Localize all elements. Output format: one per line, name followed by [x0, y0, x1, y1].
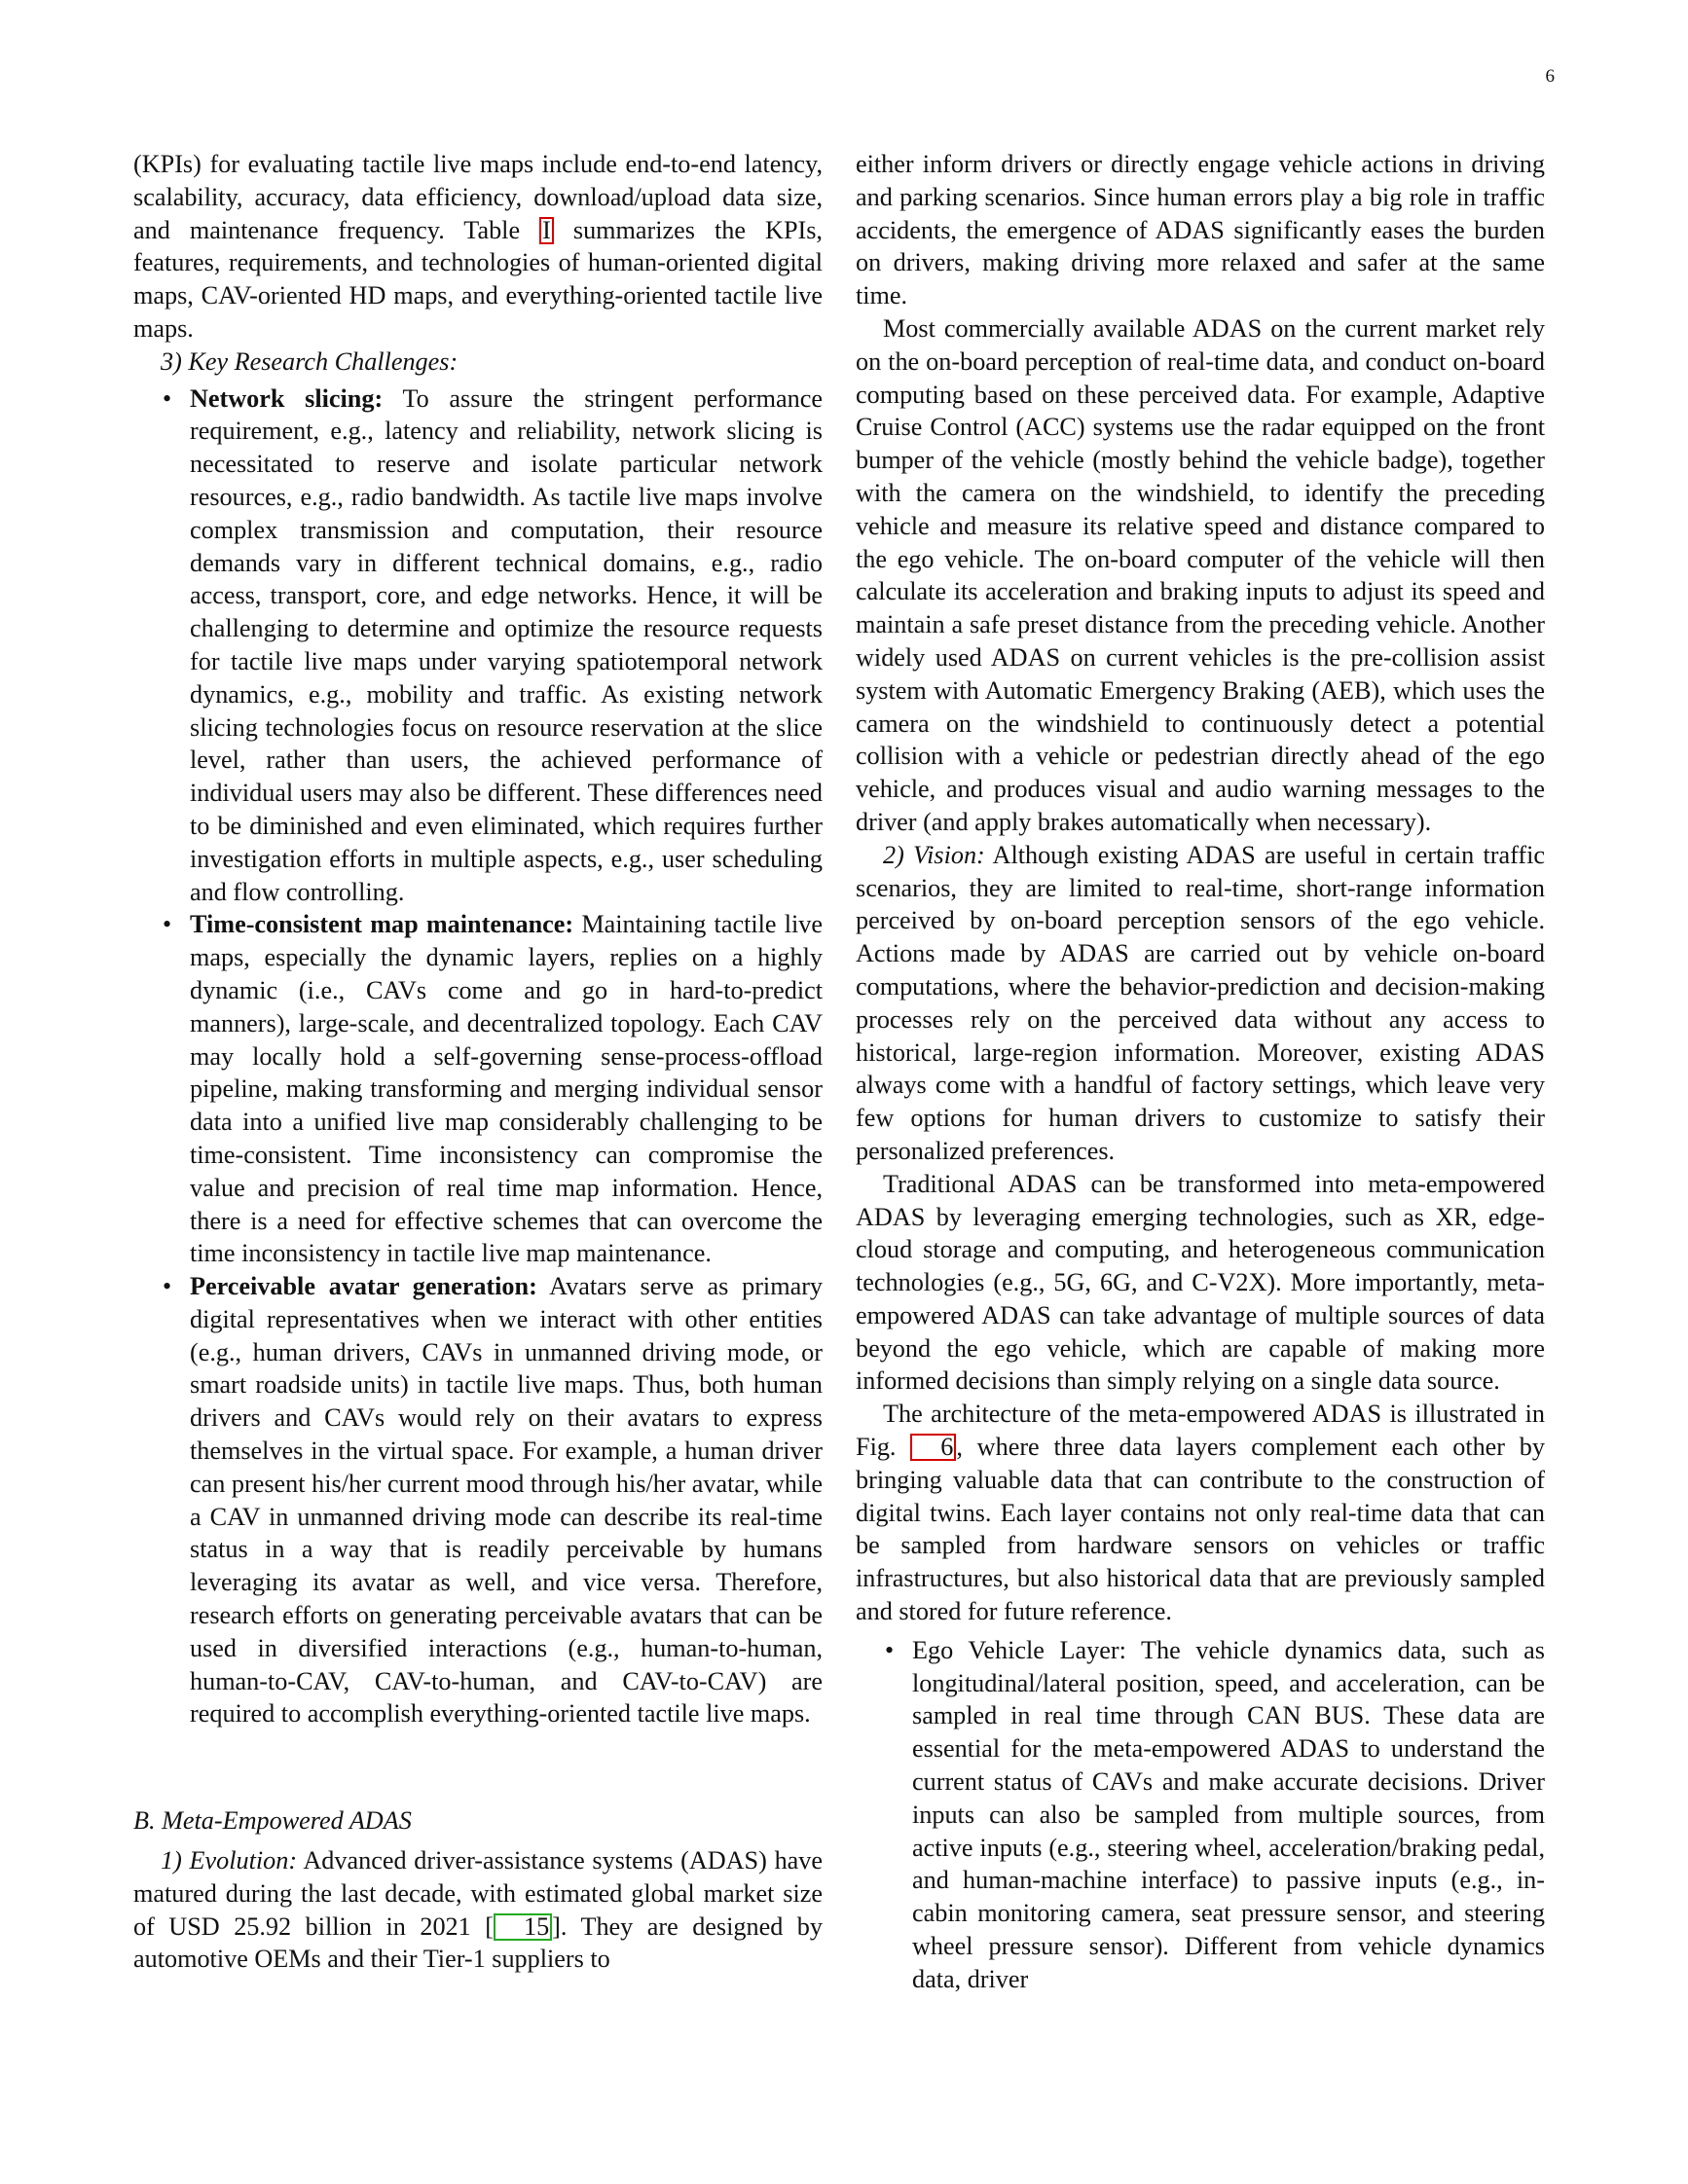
list-item-network-slicing: [190, 382, 823, 909]
subsection-heading-challenges: 3) Key Research Challenges:: [161, 346, 459, 376]
bullet-title: Perceivable avatar generation:: [190, 1272, 537, 1301]
paragraph-text: summarizes the KPIs, features, requirements, and technologies of human-oriented digital maps, CAV-oriented HD maps, and everything-oriented tactile live maps.: [133, 215, 823, 343]
subsection-label: 1) Evolution:: [161, 1846, 298, 1875]
paragraph-transformation: Traditional ADAS can be transformed into meta-empowered ADAS by leveraging emerging technologies, such as XR, edge-cloud storage and computing, and heterogeneous communication technologies (e.g., 5G, 6G, and C-V2X). More importantly, meta-empowered ADAS can take advantage of multiple sources of data beyond the ego vehicle, which are capable of making more informed decisions than simply relying on a single data source.: [856, 1169, 1545, 1396]
paragraph-architecture: [856, 1398, 1545, 1628]
bullet-title: Time-consistent map maintenance:: [190, 910, 574, 939]
paragraph-text: Advanced driver-assistance systems (ADAS) have matured during the last decade, with estimated global market size of USD 25.92 billion in 2021 [: [133, 1846, 823, 1941]
paragraph-adas-intro: either inform drivers or directly engage vehicle actions in driving and parking scenarios. Since human errors play a big role in traffic accidents, the emergence of ADAS significantly eases the burden on drivers, making driving more relaxed and safer at the same time.: [856, 150, 1545, 310]
paragraph-vision: [856, 839, 1545, 1168]
challenges-bullet-list: [133, 382, 823, 1731]
subsection-label: 2) Vision:: [883, 840, 985, 869]
right-column: [856, 148, 1545, 1996]
bullet-body: To assure the stringent performance requirement, e.g., latency and reliability, network slicing is necessitated to reserve and isolate particular network resources, e.g., radio bandwidth. As tactile live maps involve complex transmission and computation, their resource demands vary in different technical domains, e.g., radio access, transport, core, and edge networks. Hence, it will be challenging to determine and optimize the resource requests for tactile live maps under varying spatiotemporal network dynamics, e.g., mobility and traffic. As existing network slicing technologies focus on resource reservation at the slice level, rather than users, the achieved performance of individual users may also be different. These differences need to be diminished and even eliminated, which requires further investigation efforts in multiple aspects, e.g., user scheduling and flow controlling.: [190, 383, 823, 906]
list-item-avatar-generation: [190, 1270, 823, 1730]
bullet-body: Maintaining tactile live maps, especially the dynamic layers, replies on a highly dynamic (i.e., CAVs come and go in hard-to-predict manners), large-scale, and decentralized topology. Each CAV may locally hold a self-governing sense-process-offload pipeline, making transforming and merging individual sensor data into a unified live map considerably challenging to be time-consistent. Time inconsistency can compromise the value and precision of real time map information. Hence, there is a need for effective schemes that can overcome the time inconsistency in tactile live map maintenance.: [190, 910, 823, 1268]
paragraph-text: Although existing ADAS are useful in certain traffic scenarios, they are limited to real-time, short-range information perceived by on-board perception sensors of the ego vehicle. Actions made by ADAS are carried out by vehicle on-board computations, where the behavior-prediction and decision-making processes rely on the perceived data without any access to historical, large-region information. Moreover, existing ADAS always come with a handful of factory settings, which leave very few options for human drivers to customize to satisfy their personalized preferences.: [856, 840, 1545, 1165]
page-number: 6: [1545, 66, 1555, 87]
list-item-map-maintenance: [190, 908, 823, 1270]
bullet-title: Network slicing:: [190, 383, 384, 413]
paragraph-text: , where three data layers complement each other by bringing valuable data that can contribute to the construction of digital twins. Each layer contains not only real-time data that can be sampled from hardware sensors on vehicles or traffic infrastructures, but also historical data that are previously sampled and stored for future reference.: [856, 1433, 1545, 1626]
table-reference-link[interactable]: I: [539, 217, 554, 244]
layers-bullet-list: [856, 1634, 1545, 1996]
figure-reference-link[interactable]: 6: [910, 1434, 956, 1461]
paragraph-kpis: [133, 148, 823, 346]
bullet-body: Avatars serve as primary digital representatives when we interact with other entities (e.g., human drivers, CAVs in unmanned driving mode, or smart roadside units) in tactile live maps. Thus, both human drivers and CAVs would rely on their avatars to express themselves in the virtual space. For example, a human driver can present his/her current mood through his/her avatar, while a CAV in unmanned driving mode can describe its real-time status in a way that is readily perceivable by humans leveraging its avatar as well, and vice versa. Therefore, research efforts on generating perceivable avatars that can be used in diversified interactions (e.g., human-to-human, human-to-CAV, CAV-to-human, and CAV-to-CAV) are required to accomplish everything-oriented tactile live maps.: [190, 1272, 824, 1729]
list-item-ego-vehicle-layer: • Ego Vehicle Layer: The vehicle dynamics data, such as longitudinal/lateral position, speed, and acceleration, can be sampled in real time through CAN BUS. These data are essential for the meta-empowered ADAS to understand the current status of CAVs and make accurate decisions. Driver inputs can also be sampled from multiple sources, from active inputs (e.g., steering wheel, acceleration/braking pedal, and human-machine interface) to passive inputs (e.g., in-cabin monitoring camera, seat pressure sensor, and steering wheel pressure sensor). Different from vehicle dynamics data, driver: [912, 1634, 1545, 1996]
paragraph-adas-market: Most commercially available ADAS on the current market rely on the on-board perception of real-time data, and conduct on-board computing based on these perceived data. For example, Adaptive Cruise Control (ACC) systems use the radar equipped on the front bumper of the vehicle (mostly behind the vehicle badge), together with the camera on the windshield, to identify the preceding vehicle and measure its relative speed and distance compared to the ego vehicle. The on-board computer of the vehicle will then calculate its acceleration and braking inputs to adjust its speed and maintain a safe preset distance from the preceding vehicle. Another widely used ADAS on current vehicles is the pre-collision assist system with Automatic Emergency Braking (AEB), which uses the camera on the windshield to continuously detect a potential collision with a vehicle or pedestrian directly ahead of the ego vehicle, and produces visual and audio warning messages to the driver (and apply brakes automatically when necessary).: [856, 313, 1545, 836]
paragraph-text: (KPIs) for evaluating tactile live maps include end-to-end latency, scalability, accuracy, data efficiency, download/upload data size, and maintenance frequency. Table: [133, 150, 823, 244]
section-heading-meta-adas: B. Meta-Empowered ADAS: [133, 1806, 412, 1836]
paragraph-text: ]. They are designed by automotive OEMs and their Tier-1 suppliers to: [133, 1911, 823, 1974]
left-column: [133, 148, 823, 1976]
citation-link[interactable]: 15: [494, 1913, 552, 1941]
paragraph-evolution: [133, 1844, 823, 1976]
paragraph-text: The architecture of the meta-empowered ADAS is illustrated in Fig.: [856, 1400, 1545, 1462]
